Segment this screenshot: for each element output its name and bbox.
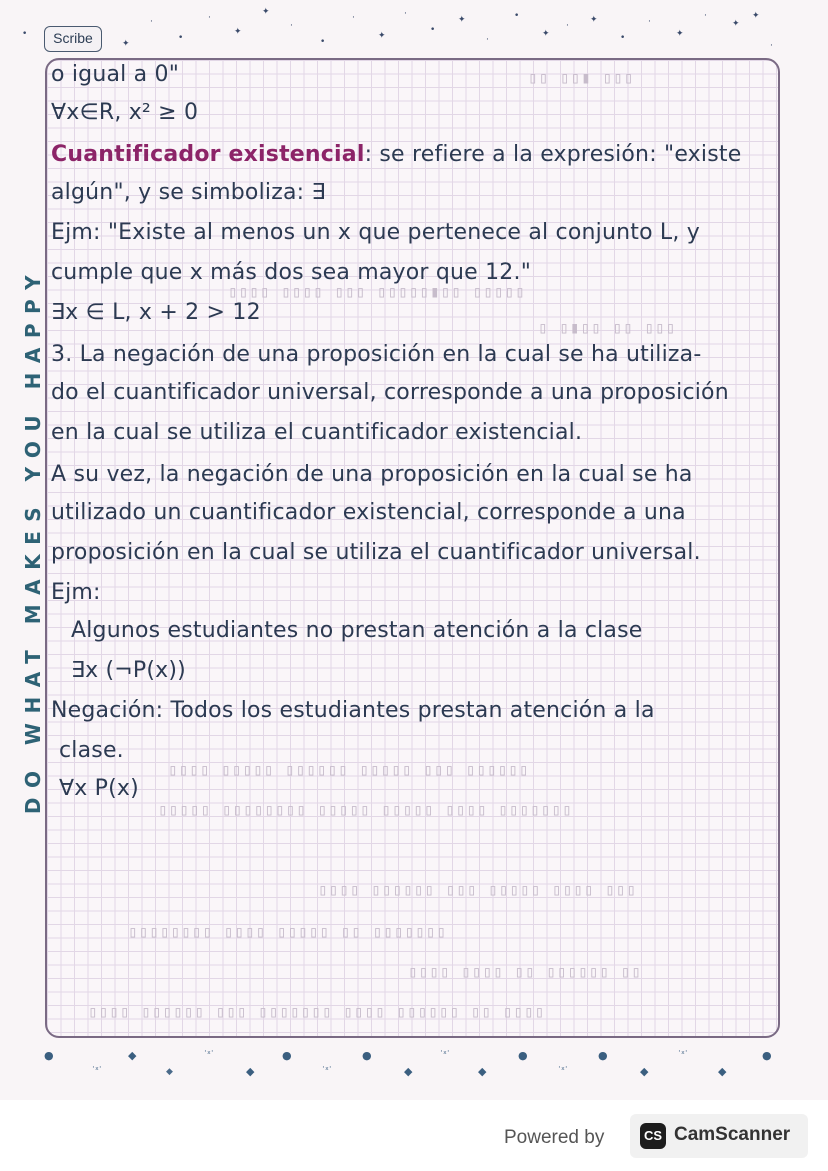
star-decoration: · bbox=[208, 13, 211, 23]
note-line: ∀x P(x) bbox=[59, 776, 139, 801]
star-decoration: • bbox=[430, 25, 436, 35]
star-decoration: • bbox=[620, 33, 626, 43]
note-line: clase. bbox=[59, 738, 124, 763]
doodle-decoration: ● bbox=[598, 1049, 608, 1062]
note-line: utilizado un cuantificador existencial, corresponde a una bbox=[51, 500, 686, 525]
star-decoration: · bbox=[290, 21, 293, 31]
star-decoration: ✦ bbox=[590, 15, 598, 25]
star-decoration: ✦ bbox=[542, 29, 550, 39]
bleed-through-decoration: ▯▯▯ ▯▯▯▯ ▯▯▯▯▯ ▯▯▯ ▯▯▯▯▯▯ ▯▯▯▯ bbox=[317, 880, 636, 899]
star-decoration: ✦ bbox=[458, 15, 466, 25]
doodle-decoration: ·ₓ· bbox=[92, 1063, 102, 1073]
note-line: cumple que x más dos sea mayor que 12." bbox=[51, 260, 532, 285]
scribe-logo: Scribe bbox=[44, 26, 102, 52]
star-decoration: • bbox=[178, 33, 184, 43]
bleed-through-decoration: ▯▯▯▯▯ ▯▯▮▯▯▯▯▯ ▯▯▯ ▯▯▯▯ ▯▯▯▯ bbox=[227, 282, 525, 301]
note-line: ∃x (¬P(x)) bbox=[71, 658, 186, 683]
star-decoration: ✦ bbox=[676, 29, 684, 39]
star-decoration: • bbox=[320, 37, 326, 47]
doodle-decoration: ◆ bbox=[128, 1049, 137, 1062]
doodle-decoration: ● bbox=[762, 1049, 772, 1062]
note-line: 3. La negación de una proposición en la cual se ha utiliza- bbox=[51, 342, 702, 367]
note-line-heading bbox=[51, 142, 774, 168]
note-line: Ejm: bbox=[51, 580, 101, 605]
doodle-decoration: ·ₓ· bbox=[440, 1047, 450, 1057]
doodle-decoration: ● bbox=[518, 1049, 528, 1062]
note-line: A su vez, la negación de una proposición en la cual se ha bbox=[51, 462, 693, 487]
note-line: en la cual se utiliza el cuantificador existencial. bbox=[51, 420, 583, 445]
star-decoration: ✦ bbox=[732, 19, 740, 29]
doodle-decoration: ● bbox=[282, 1049, 292, 1062]
doodle-decoration: ◆ bbox=[166, 1067, 173, 1077]
star-decoration: · bbox=[566, 21, 569, 31]
star-decoration: · bbox=[770, 41, 773, 51]
handwritten-notes bbox=[47, 60, 778, 1036]
note-line: algún", y se simboliza: ∃ bbox=[51, 180, 326, 205]
doodle-decoration: ◆ bbox=[404, 1065, 413, 1078]
camscanner-logo-icon: CS bbox=[640, 1123, 666, 1149]
note-line-text: : se refiere a la expresión: "existe bbox=[364, 142, 742, 167]
doodle-decoration: ◆ bbox=[640, 1065, 649, 1078]
star-decoration: · bbox=[404, 9, 407, 19]
star-decoration: • bbox=[514, 11, 520, 21]
star-decoration: · bbox=[648, 17, 651, 27]
doodle-decoration: ·ₓ· bbox=[678, 1047, 688, 1057]
doodle-decoration: ◆ bbox=[478, 1065, 487, 1078]
motto-text: DO WHAT MAKES YOU HAPPY bbox=[21, 265, 45, 815]
note-line: Ejm: "Existe al menos un x que pertenece al conjunto L, y bbox=[51, 220, 700, 245]
bleed-through-decoration: ▯▯▯▯▯▯▯ ▯▯ ▯▯▯▯▯ ▯▯▯▯ ▯▯▯▯▯▯▯▯ bbox=[127, 922, 446, 941]
note-line: o igual a 0" bbox=[51, 62, 180, 87]
powered-by-label: Powered by bbox=[504, 1127, 605, 1148]
bleed-through-decoration: ▯▯▯▯ ▯▯ ▯▯▯▯▯▯ ▯▯▯▯ ▯▯▯▯▯▯▯ ▯▯▯ ▯▯▯▯▯▯ ▯▯▯▯ bbox=[87, 1002, 545, 1021]
note-line: Negación: Todos los estudiantes prestan atención a la bbox=[51, 698, 655, 723]
star-decoration: ✦ bbox=[378, 31, 386, 41]
star-decoration: · bbox=[150, 17, 153, 27]
star-decoration: · bbox=[352, 13, 355, 23]
bleed-through-decoration: ▯▯▯▯▯▯ ▯▯▯ ▯▯▯▯▯ ▯▯▯▯▯▯ ▯▯▯▯▯ ▯▯▯▯ bbox=[167, 760, 529, 779]
star-decoration: ✦ bbox=[122, 39, 130, 49]
bleed-through-decoration: ▯▯▯ ▯▯ ▯▯▮▯ ▯ bbox=[537, 318, 676, 337]
scan-footer bbox=[0, 1100, 828, 1171]
note-line: do el cuantificador universal, corresponde a una proposición bbox=[51, 380, 729, 405]
doodle-decoration: ·ₓ· bbox=[322, 1063, 332, 1073]
term-cuantificador-existencial: Cuantificador existencial bbox=[51, 142, 365, 167]
camscanner-badge bbox=[630, 1114, 808, 1158]
star-decoration: ✦ bbox=[752, 11, 760, 21]
bleed-through-decoration: ▯▯▯ ▮▯▯ ▯▯ bbox=[527, 68, 634, 87]
note-line: ∀x∈R, x² ≥ 0 bbox=[51, 100, 199, 125]
star-decoration: ✦ bbox=[234, 27, 242, 37]
camscanner-name: CamScanner bbox=[674, 1124, 791, 1145]
bleed-through-decoration: ▯▯ ▯▯▯▯▯▯ ▯▯ ▯▯▯▯ ▯▯▯▯ bbox=[407, 962, 641, 981]
doodle-decoration: ◆ bbox=[718, 1065, 727, 1078]
side-motto bbox=[22, 190, 44, 890]
note-line: proposición en la cual se utiliza el cuantificador universal. bbox=[51, 540, 701, 565]
doodle-decoration: ·ₓ· bbox=[204, 1047, 214, 1057]
grid-paper bbox=[45, 58, 780, 1038]
star-decoration: • bbox=[22, 29, 28, 39]
doodle-decoration: ◆ bbox=[246, 1065, 255, 1078]
star-decoration: · bbox=[486, 35, 489, 45]
star-decoration: ✦ bbox=[262, 7, 270, 17]
note-line: Algunos estudiantes no prestan atención a la clase bbox=[71, 618, 643, 643]
doodle-decoration: ·ₓ· bbox=[558, 1063, 568, 1073]
bleed-through-decoration: ▯▯▯▯▯▯▯ ▯▯▯▯ ▯▯▯▯▯ ▯▯▯▯▯ ▯▯▯▯▯▯▯▯ ▯▯▯▯▯ bbox=[157, 800, 572, 819]
doodle-decoration: ● bbox=[362, 1049, 372, 1062]
note-line: ∃x ∈ L, x + 2 > 12 bbox=[51, 300, 261, 325]
doodle-decoration: ● bbox=[44, 1049, 54, 1062]
star-decoration: · bbox=[704, 11, 707, 21]
